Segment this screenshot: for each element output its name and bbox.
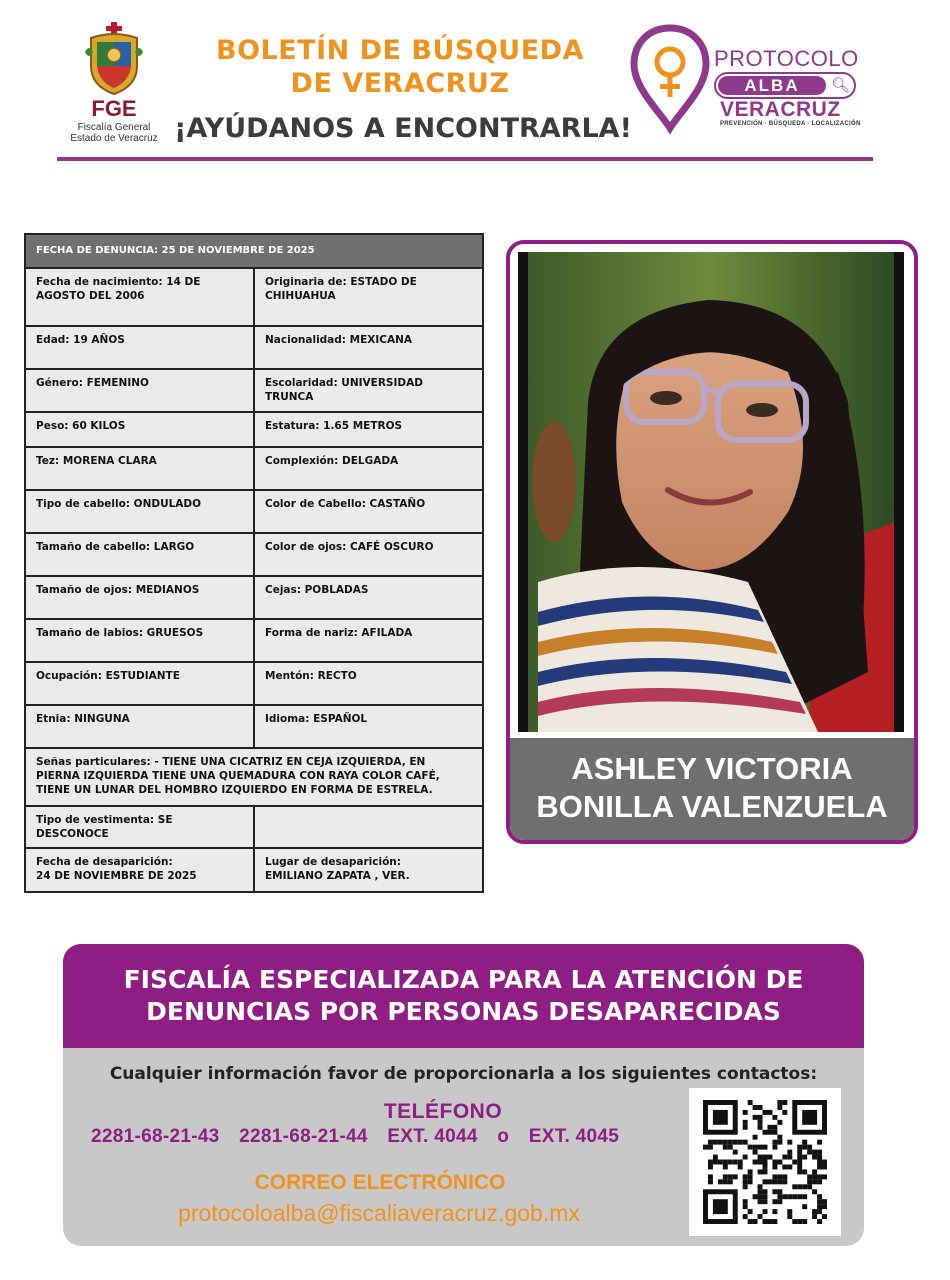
disappearance-date-value: 24 DE NOVIEMBRE DE 2025	[36, 870, 197, 882]
age-cell: Edad: 19 AÑOS	[25, 326, 254, 369]
search-icon: 🔍︎	[830, 77, 850, 94]
extension-1: EXT. 4044	[387, 1126, 478, 1147]
complexion-tone-cell: Tez: MORENA CLARA	[25, 447, 254, 490]
phone-number-1[interactable]: 2281-68-21-43	[91, 1126, 220, 1147]
build-cell: Complexión: DELGADA	[254, 447, 483, 490]
contact-intro: Cualquier información favor de proporcionarla a los siguientes contactos:	[109, 1064, 818, 1084]
education-cell: Escolaridad: UNIVERSIDAD TRUNCA	[254, 369, 483, 412]
nationality-cell: Nacionalidad: MEXICANA	[254, 326, 483, 369]
language-cell: Idioma: ESPAÑOL	[254, 705, 483, 748]
weight-cell: Peso: 60 KILOS	[25, 412, 254, 447]
name-line2: BONILLA VALENZUELA	[536, 789, 888, 824]
qr-code[interactable]	[689, 1088, 841, 1236]
table-row	[25, 412, 483, 447]
origin-cell: Originaria de: ESTADO DE CHIHUAHUA	[254, 268, 483, 326]
phone-number-2[interactable]: 2281-68-21-44	[239, 1126, 368, 1147]
veracruz-coat-of-arms-icon	[83, 22, 145, 96]
protocolo-alba-logo	[630, 24, 870, 134]
fge-name-line1: Fiscalía General	[77, 122, 151, 133]
missing-person-photo	[518, 252, 904, 732]
alba-text: ALBA	[718, 76, 826, 95]
disappearance-place-value: EMILIANO ZAPATA , VER.	[265, 870, 410, 882]
fge-abbreviation: FGE	[91, 96, 137, 121]
person-details-table	[24, 233, 484, 893]
missing-person-card	[506, 240, 918, 844]
gender-cell: Género: FEMENINO	[25, 369, 254, 412]
height-cell: Estatura: 1.65 METROS	[254, 412, 483, 447]
bulletin-title-line1: BOLETÍN DE BÚSQUEDA	[216, 35, 584, 66]
table-row	[25, 662, 483, 705]
table-row	[25, 533, 483, 576]
occupation-cell: Ocupación: ESTUDIANTE	[25, 662, 254, 705]
location-pin-female-icon	[630, 24, 710, 134]
table-row	[25, 848, 483, 892]
contact-box	[63, 944, 864, 1246]
fge-name	[66, 122, 162, 144]
disappearance-date-label: Fecha de desaparición:	[36, 856, 173, 868]
empty-cell	[254, 806, 483, 848]
chin-cell: Mentón: RECTO	[254, 662, 483, 705]
clothing-cell: Tipo de vestimenta: SE DESCONOCE	[25, 806, 254, 848]
table-row	[25, 619, 483, 662]
email-link[interactable]: protocoloalba@fiscaliaveracruz.gob.mx	[178, 1200, 580, 1226]
table-row	[25, 705, 483, 748]
table-row	[25, 369, 483, 412]
name-line1: ASHLEY VICTORIA	[571, 751, 853, 786]
phone-numbers	[91, 1126, 711, 1148]
disappearance-place-label: Lugar de desaparición:	[265, 856, 401, 868]
hair-length-cell: Tamaño de cabello: LARGO	[25, 533, 254, 576]
birth-date-cell: Fecha de nacimiento: 14 DE AGOSTO DEL 2006	[25, 268, 254, 326]
table-row	[25, 326, 483, 369]
lip-size-cell: Tamaño de labios: GRUESOS	[25, 619, 254, 662]
table-row	[25, 490, 483, 533]
hair-type-cell: Tipo de cabello: ONDULADO	[25, 490, 254, 533]
table-row	[25, 806, 483, 848]
agency-line1: FISCALÍA ESPECIALIZADA PARA LA ATENCIÓN DE	[123, 965, 804, 994]
disappearance-place-cell	[254, 848, 483, 892]
table-row	[25, 268, 483, 326]
nose-shape-cell: Forma de nariz: AFILADA	[254, 619, 483, 662]
phone-label: TELÉFONO	[383, 1100, 503, 1123]
table-row	[25, 234, 483, 268]
qr-code-icon	[703, 1100, 827, 1224]
portrait-photo	[518, 252, 904, 732]
missing-person-name	[510, 738, 914, 840]
extension-or: o	[497, 1126, 510, 1147]
email-label: CORREO ELECTRÓNICO	[254, 1171, 506, 1194]
bulletin-subtitle: ¡AYÚDANOS A ENCONTRARLA!	[174, 113, 632, 144]
bulletin-title-line2: DE VERACRUZ	[290, 68, 510, 99]
alba-protocolo-text: PROTOCOLO	[714, 46, 859, 71]
agency-line2: DENUNCIAS POR PERSONAS DESAPARECIDAS	[146, 997, 781, 1026]
fge-logo	[66, 22, 162, 146]
eyebrows-cell: Cejas: POBLADAS	[254, 576, 483, 619]
table-row	[25, 447, 483, 490]
disappearance-date-cell	[25, 848, 254, 892]
alba-pill	[714, 72, 856, 99]
alba-tagline: PREVENCIÓN · BÚSQUEDA · LOCALIZACIÓN	[720, 121, 861, 127]
alba-veracruz-text: VERACRUZ	[720, 98, 841, 121]
agency-banner	[63, 944, 864, 1048]
ethnicity-cell: Etnia: NINGUNA	[25, 705, 254, 748]
distinguishing-marks-cell: Señas particulares: - TIENE UNA CICATRIZ EN CEJA IZQUIERDA, EN PIERNA IZQUIERDA TIENE UNA QUEMADURA CON RAYA COLOR CAFÉ, TIENE UN LUNAR DEL HOMBRO IZQUIERDO EN FORMA DE ESTRELA.	[25, 748, 483, 806]
table-row	[25, 748, 483, 806]
eye-color-cell: Color de ojos: CAFÉ OSCURO	[254, 533, 483, 576]
table-row	[25, 576, 483, 619]
eye-size-cell: Tamaño de ojos: MEDIANOS	[25, 576, 254, 619]
extension-2: EXT. 4045	[528, 1126, 620, 1147]
fge-name-line2: Estado de Veracruz	[70, 133, 158, 144]
header-divider	[57, 157, 873, 161]
complaint-date: FECHA DE DENUNCIA: 25 DE NOVIEMBRE DE 2025	[25, 234, 483, 268]
hair-color-cell: Color de Cabello: CASTAÑO	[254, 490, 483, 533]
